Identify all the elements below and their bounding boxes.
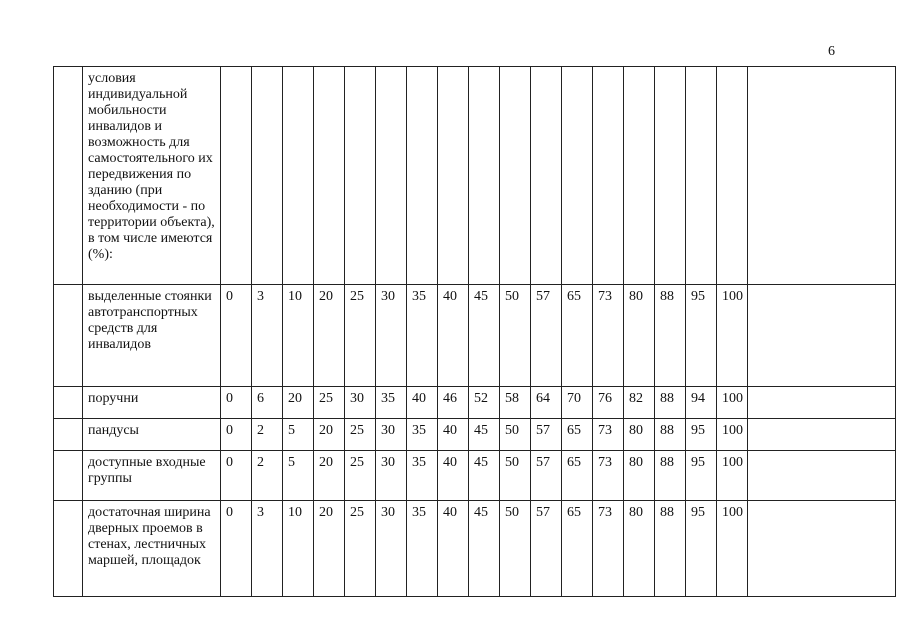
- value-cell: 80: [624, 285, 655, 387]
- value-cell: 35: [407, 419, 438, 451]
- value-cell: 40: [438, 419, 469, 451]
- row-label: доступные входные группы: [83, 451, 221, 501]
- row-label: достаточная ширина дверных проемов в стенах, лестничных маршей, площадок: [83, 501, 221, 597]
- value-cell: 50: [500, 451, 531, 501]
- value-cell: [469, 67, 500, 285]
- value-cell: 45: [469, 451, 500, 501]
- value-cell: [531, 67, 562, 285]
- indicator-table: [53, 66, 896, 597]
- value-cell: 0: [221, 501, 252, 597]
- value-cell: 30: [376, 451, 407, 501]
- value-cell: 95: [686, 419, 717, 451]
- value-cell: 57: [531, 285, 562, 387]
- value-cell: 40: [438, 451, 469, 501]
- value-cell: 10: [283, 501, 314, 597]
- notes-cell: [748, 387, 896, 419]
- value-cell: 73: [593, 451, 624, 501]
- value-cell: 88: [655, 451, 686, 501]
- value-cell: 73: [593, 285, 624, 387]
- value-cell: 88: [655, 419, 686, 451]
- value-cell: 25: [314, 387, 345, 419]
- value-cell: 20: [314, 419, 345, 451]
- value-cell: [624, 67, 655, 285]
- row-label: выделенные стоянки автотранспортных средств для инвалидов: [83, 285, 221, 387]
- value-cell: 57: [531, 451, 562, 501]
- value-cell: [252, 67, 283, 285]
- value-cell: 30: [376, 285, 407, 387]
- value-cell: 5: [283, 419, 314, 451]
- value-cell: [283, 67, 314, 285]
- row-number-cell: [54, 419, 83, 451]
- value-cell: 95: [686, 451, 717, 501]
- row-label: пандусы: [83, 419, 221, 451]
- value-cell: 20: [314, 501, 345, 597]
- value-cell: 3: [252, 285, 283, 387]
- value-cell: 10: [283, 285, 314, 387]
- notes-cell: [748, 501, 896, 597]
- value-cell: 45: [469, 501, 500, 597]
- value-cell: 25: [345, 451, 376, 501]
- value-cell: 95: [686, 501, 717, 597]
- value-cell: 5: [283, 451, 314, 501]
- value-cell: 20: [314, 451, 345, 501]
- value-cell: 25: [345, 285, 376, 387]
- value-cell: 65: [562, 419, 593, 451]
- value-cell: 100: [717, 387, 748, 419]
- value-cell: [438, 67, 469, 285]
- value-cell: 30: [376, 501, 407, 597]
- value-cell: 6: [252, 387, 283, 419]
- value-cell: 100: [717, 285, 748, 387]
- value-cell: 82: [624, 387, 655, 419]
- value-cell: 45: [469, 419, 500, 451]
- value-cell: 80: [624, 501, 655, 597]
- value-cell: [500, 67, 531, 285]
- notes-cell: [748, 419, 896, 451]
- value-cell: 20: [283, 387, 314, 419]
- value-cell: 0: [221, 285, 252, 387]
- notes-cell: [748, 285, 896, 387]
- value-cell: 57: [531, 419, 562, 451]
- value-cell: 88: [655, 285, 686, 387]
- page-number: 6: [828, 44, 835, 59]
- value-cell: 2: [252, 419, 283, 451]
- value-cell: 35: [376, 387, 407, 419]
- row-number-cell: [54, 501, 83, 597]
- row-number-cell: [54, 451, 83, 501]
- table-row: [54, 419, 896, 451]
- value-cell: [221, 67, 252, 285]
- notes-cell: [748, 451, 896, 501]
- value-cell: 70: [562, 387, 593, 419]
- value-cell: 25: [345, 419, 376, 451]
- row-number-cell: [54, 285, 83, 387]
- value-cell: 58: [500, 387, 531, 419]
- value-cell: 80: [624, 451, 655, 501]
- row-label: поручни: [83, 387, 221, 419]
- value-cell: 57: [531, 501, 562, 597]
- value-cell: 20: [314, 285, 345, 387]
- value-cell: 65: [562, 285, 593, 387]
- value-cell: 30: [376, 419, 407, 451]
- value-cell: 0: [221, 419, 252, 451]
- value-cell: 25: [345, 501, 376, 597]
- value-cell: 76: [593, 387, 624, 419]
- table-row: [54, 285, 896, 387]
- table-row: [54, 451, 896, 501]
- value-cell: [593, 67, 624, 285]
- value-cell: 50: [500, 285, 531, 387]
- table-row: [54, 387, 896, 419]
- row-number-cell: [54, 67, 83, 285]
- value-cell: [686, 67, 717, 285]
- value-cell: 45: [469, 285, 500, 387]
- row-number-cell: [54, 387, 83, 419]
- table-row: [54, 67, 896, 285]
- value-cell: 52: [469, 387, 500, 419]
- value-cell: 50: [500, 419, 531, 451]
- value-cell: 35: [407, 451, 438, 501]
- value-cell: 65: [562, 451, 593, 501]
- value-cell: 30: [345, 387, 376, 419]
- value-cell: 40: [438, 501, 469, 597]
- value-cell: 100: [717, 419, 748, 451]
- value-cell: 40: [438, 285, 469, 387]
- value-cell: 95: [686, 285, 717, 387]
- value-cell: [407, 67, 438, 285]
- value-cell: 100: [717, 501, 748, 597]
- value-cell: 35: [407, 285, 438, 387]
- value-cell: [655, 67, 686, 285]
- value-cell: 94: [686, 387, 717, 419]
- value-cell: 73: [593, 419, 624, 451]
- value-cell: 3: [252, 501, 283, 597]
- value-cell: [562, 67, 593, 285]
- value-cell: 65: [562, 501, 593, 597]
- value-cell: 100: [717, 451, 748, 501]
- value-cell: 88: [655, 501, 686, 597]
- value-cell: [376, 67, 407, 285]
- value-cell: [345, 67, 376, 285]
- value-cell: 0: [221, 451, 252, 501]
- value-cell: 46: [438, 387, 469, 419]
- row-label: условия индивидуальной мобильности инвалидов и возможность для самостоятельного их передвижения по зданию (при необходимости - по территории объекта), в том числе имеются (%):: [83, 67, 221, 285]
- value-cell: 0: [221, 387, 252, 419]
- value-cell: 50: [500, 501, 531, 597]
- value-cell: 40: [407, 387, 438, 419]
- value-cell: 73: [593, 501, 624, 597]
- value-cell: [717, 67, 748, 285]
- value-cell: 88: [655, 387, 686, 419]
- value-cell: 64: [531, 387, 562, 419]
- value-cell: 2: [252, 451, 283, 501]
- notes-cell: [748, 67, 896, 285]
- value-cell: [314, 67, 345, 285]
- value-cell: 35: [407, 501, 438, 597]
- value-cell: 80: [624, 419, 655, 451]
- table-row: [54, 501, 896, 597]
